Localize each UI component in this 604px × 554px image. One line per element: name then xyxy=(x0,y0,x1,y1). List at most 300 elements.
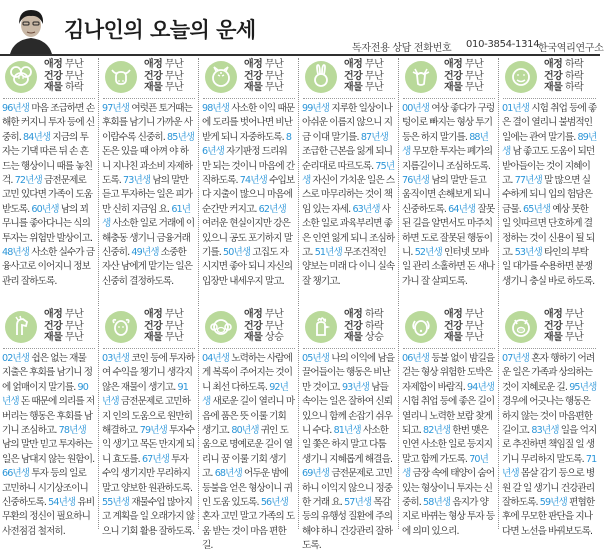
money-value: 무난 xyxy=(565,332,584,343)
fortune-text: 시험 취업 등에 좋은 결이 열리니 불범적인 일에는 관여 말기를. xyxy=(502,103,597,143)
health-label: 건강 xyxy=(344,70,363,82)
birth-year: 67년생 xyxy=(141,453,170,465)
love-rating xyxy=(544,59,583,71)
health-label: 건강 xyxy=(244,70,263,82)
fortune-text: 사소한 일 쫓은 하지 말고 다툼 생기니 지혜롭게 해결을. xyxy=(302,425,393,465)
birth-year: 65년생 xyxy=(523,203,551,215)
love-label: 애정 xyxy=(544,59,563,70)
divider xyxy=(103,348,195,349)
birth-year: 69년생 xyxy=(302,468,330,480)
birth-year: 96년생 xyxy=(2,103,30,114)
fortune-text: 고집도 자시지면 좋아 되니 자신의 입장만 내세우지 말고. xyxy=(202,247,293,287)
birth-year: 50년생 xyxy=(223,247,251,259)
health-label: 건강 xyxy=(444,320,463,332)
love-value: 무난 xyxy=(265,59,284,70)
fortune-text: 몸살 감기 등으로 병원 갈 일 생기니 건강관리 잘하도록. xyxy=(502,468,595,509)
fortune-text: 유비무환의 정신이 필요하니 사전점검 철저히. xyxy=(2,497,95,537)
birth-year: 89년생 xyxy=(502,131,597,158)
money-rating xyxy=(544,82,583,94)
money-value: 하락 xyxy=(565,82,584,93)
header xyxy=(0,0,604,56)
zodiac-head xyxy=(100,308,198,346)
fortune-text: 혼자 행하기 어려운 일은 가족과 상의하는 것이 지혜로운 길. xyxy=(502,353,595,393)
birth-year: 78년생 xyxy=(58,425,86,437)
fortune-text: 금전문제로 고민하지 인의 도움으로 원만히 해결하고. xyxy=(102,396,193,437)
health-value: 무난 xyxy=(465,320,484,332)
love-rating xyxy=(144,59,183,71)
fortune-text: 금장 속에 태양이 숨어 있는 형상이니 투자는 신중히. xyxy=(402,468,495,509)
birth-year: 06년생 xyxy=(402,353,430,364)
fortune-ratings xyxy=(344,59,383,94)
phone-number: 010-3854-1314 xyxy=(466,39,540,50)
zodiac-head xyxy=(0,58,98,96)
page-title: 김나인의 오늘의 운세 xyxy=(64,18,256,42)
love-rating xyxy=(244,59,283,71)
fortune-text: 조급한 근본을 잃게 되니 순리대로 따르도록. xyxy=(302,146,393,172)
health-value: 하락 xyxy=(565,70,584,82)
fortune-text: 귀인 도움으로 명예로운 길이 열리니 꿈 이룰 기회 생기고. xyxy=(202,425,293,480)
money-rating xyxy=(44,82,83,94)
money-value: 무난 xyxy=(465,82,484,93)
fortune-text: 사소한 실수가 금융사고로 이어지니 정보관리 잘하도록. xyxy=(2,247,95,287)
fortune-body xyxy=(302,102,396,289)
fortune-body xyxy=(2,352,96,539)
divider xyxy=(403,98,495,99)
love-value: 무난 xyxy=(465,59,484,70)
fortune-text: 무조건적인 양보는 미래 다 이니 실속 잘 챙기고. xyxy=(302,247,395,287)
money-value: 무난 xyxy=(365,82,384,93)
fortune-text: 무모한 투자는 폐가의 지름길이니 조심하도록. xyxy=(402,146,493,172)
fortune-text: 경우에 어긋나는 행동은 하지 않는 것이 마음편한 길이고. xyxy=(502,396,593,437)
fortune-text: 남의 말만 믿고 투자하는 일은 남대지 않는 원함이. xyxy=(2,439,95,465)
birth-year: 82년생 xyxy=(423,425,451,437)
birth-year: 79년생 xyxy=(139,425,167,437)
fortune-text: 수입보다 지출이 많으니 마음에 순간만 커지고. xyxy=(202,175,295,215)
zodiac-head xyxy=(400,58,498,96)
fortune-text: 새로운 길이 열리니 마음에 품은 뜻 이룰 기회 생기고. xyxy=(202,396,295,437)
fortune-text: 노력하는 사람에게 복록이 주어지는 것이니 최선 다하도록. xyxy=(202,353,293,393)
fortune-text: 코인 등에 투자하여 수익을 챙기니 생각지 않은 재물이 생기고. xyxy=(102,353,195,393)
zodiac-cell-rooster xyxy=(300,308,399,552)
birth-year: 56년생 xyxy=(260,497,288,509)
health-value: 무난 xyxy=(65,320,84,332)
birth-year: 80년생 xyxy=(231,425,259,437)
money-label: 재물 xyxy=(244,332,263,343)
fortune-text: 혼자 고민 말고 가족의 도움 받는 것이 마음 편한 길. xyxy=(202,511,295,552)
love-value: 무난 xyxy=(465,309,484,320)
fortune-text: 자신이 가치운 일은 스스로 마무리하는 것이 책임 있는 자세. xyxy=(302,175,395,215)
love-label: 애정 xyxy=(44,309,63,320)
birth-year: 70년생 xyxy=(402,453,488,480)
fortune-ratings xyxy=(444,59,483,94)
fortune-text: 지금의 투자는 기댁 따른 뒤 손 흔드는 행상이니 때를 놓친 걱. xyxy=(2,131,93,187)
fortune-body xyxy=(202,102,296,289)
fortune-text: 투자 등의 일로 고민하니 시기상조이니 신중하도록. xyxy=(2,468,88,509)
fortune-ratings xyxy=(444,309,483,344)
love-label: 애정 xyxy=(244,309,263,320)
love-value: 무난 xyxy=(365,59,384,70)
birth-year: 77년생 xyxy=(514,175,542,187)
health-value: 무난 xyxy=(265,320,284,332)
love-rating xyxy=(244,309,283,321)
love-rating xyxy=(44,59,83,71)
birth-year: 03년생 xyxy=(102,353,130,364)
divider xyxy=(503,98,596,99)
birth-year: 71년생 xyxy=(502,453,597,480)
money-rating xyxy=(444,82,483,94)
money-rating xyxy=(244,332,283,344)
health-value: 무난 xyxy=(165,320,184,332)
love-label: 애정 xyxy=(244,59,263,70)
zodiac-cell-monkey xyxy=(200,308,299,552)
health-rating xyxy=(344,321,383,333)
birth-year: 05년생 xyxy=(302,353,330,364)
fortune-ratings xyxy=(544,309,583,344)
rat-icon xyxy=(5,61,37,93)
fortune-ratings xyxy=(544,59,583,94)
fortune-text: 남의 말만 듣고 투자하는 일은 피가만 신히 지금임 요. xyxy=(102,175,193,215)
health-rating xyxy=(544,321,583,333)
monkey-icon xyxy=(205,311,237,343)
zodiac-head xyxy=(100,58,198,96)
sheep-icon xyxy=(105,311,137,343)
fortune-text: 음지가 양지로 바뀌는 형상 투자 등에 의미 있으리. xyxy=(402,497,495,537)
birth-year: 55년생 xyxy=(102,497,130,509)
birth-year: 60년생 xyxy=(31,203,59,215)
love-label: 애정 xyxy=(144,309,163,320)
money-label: 재물 xyxy=(144,82,163,93)
love-value: 무난 xyxy=(165,309,184,320)
fortune-body xyxy=(402,102,496,289)
love-label: 애정 xyxy=(344,59,363,70)
money-rating xyxy=(544,332,583,344)
zodiac-head xyxy=(400,308,498,346)
health-label: 건강 xyxy=(44,70,63,82)
fortune-body xyxy=(2,102,96,289)
fortune-text: 지루한 일상이나 아쉬운 이름지 않으니 지금 이대 말기를. xyxy=(302,103,393,143)
money-rating xyxy=(344,332,383,344)
money-value: 무난 xyxy=(265,82,284,93)
birth-year: 59년생 xyxy=(539,497,567,509)
health-rating xyxy=(44,321,83,333)
money-value: 무난 xyxy=(165,332,184,343)
dog-icon xyxy=(405,311,437,343)
birth-year: 61년생 xyxy=(102,203,191,230)
love-value: 하락 xyxy=(565,59,584,70)
fortune-text: 금전문제로 고민하니 이익지 않으니 정중한 거래 요. xyxy=(302,468,393,509)
fortune-text: 한번 맺은 인연 사소한 일로 등지지 말고 함께 가도록. xyxy=(402,425,493,465)
money-label: 재물 xyxy=(344,82,363,93)
love-rating xyxy=(444,59,483,71)
health-value: 무난 xyxy=(65,70,84,82)
birth-year: 99년생 xyxy=(302,103,330,114)
fortune-text: 예상 못한 일 잇따르면 단호하게 결정하는 것이 신용이 될 되고. xyxy=(502,203,595,259)
fortune-text: 돈은 있을 때 아껴 야 하니 지나친 과소비 자제하도록. xyxy=(102,146,193,187)
fortune-ratings xyxy=(44,309,83,344)
zodiac-cell-rat xyxy=(0,58,99,306)
zodiac-head xyxy=(200,58,298,96)
zodiac-head xyxy=(0,308,98,346)
love-value: 무난 xyxy=(165,59,184,70)
zodiac-cell-rabbit xyxy=(300,58,399,306)
divider xyxy=(3,348,95,349)
fortune-text: 시험 취업 등에 좋은 길이 열리니 노력한 보람 찾게 되고. xyxy=(402,396,495,437)
birth-year: 02년생 xyxy=(2,353,30,364)
zodiac-cell-tiger xyxy=(200,58,299,306)
birth-year: 90년생 xyxy=(2,381,88,408)
money-value: 무난 xyxy=(65,332,84,343)
health-label: 건강 xyxy=(444,70,463,82)
fortune-text: 목감 등의 유행성 질환에 주의해야 하니 건강관리 잘하도록. xyxy=(302,497,393,552)
birth-year: 52년생 xyxy=(414,247,442,259)
fortune-ratings xyxy=(44,59,83,94)
divider xyxy=(403,348,495,349)
health-label: 건강 xyxy=(44,320,63,332)
fortune-ratings xyxy=(144,59,183,94)
zodiac-head xyxy=(500,308,599,346)
zodiac-cell-dragon xyxy=(400,58,499,306)
fortune-ratings xyxy=(144,309,183,344)
birth-year: 64년생 xyxy=(448,203,476,215)
horse-icon xyxy=(5,311,37,343)
health-label: 건강 xyxy=(344,320,363,332)
birth-year: 04년생 xyxy=(202,353,230,364)
birth-year: 95년생 xyxy=(569,381,597,393)
fortune-body xyxy=(502,352,597,539)
fortune-text: 사소한 일로 거래에 이해충동 생기니 금융거래 신중히. xyxy=(102,218,195,259)
fortune-text: 재물수입 많아지고 계획을 일 오래가지 않으니 기회 활용 잘하도록. xyxy=(102,497,195,537)
birth-year: 72년생 xyxy=(14,175,42,187)
divider xyxy=(203,98,295,99)
birth-year: 49년생 xyxy=(131,247,159,259)
love-rating xyxy=(344,309,383,321)
fortune-ratings xyxy=(344,309,383,344)
snake-icon xyxy=(505,61,537,93)
health-rating xyxy=(244,71,283,83)
birth-year: 92년생 xyxy=(202,381,288,408)
love-rating xyxy=(44,309,83,321)
fortune-text: 남 좋고도 도움이 되던 받아들이는 것이 지혜이고. xyxy=(502,146,595,187)
zodiac-head xyxy=(300,58,398,96)
love-value: 무난 xyxy=(65,309,84,320)
pig-icon xyxy=(505,311,537,343)
love-label: 애정 xyxy=(444,309,463,320)
fortune-text: 자기판정 드리워 만 되는 것이니 마음에 간직하도록. xyxy=(202,146,295,187)
fortune-text: 인터넷 모바일 관리 소홀하면 돈 새나가니 잘 살피도록. xyxy=(402,247,495,287)
love-label: 애정 xyxy=(344,309,363,320)
birth-year: 88년생 xyxy=(402,131,488,158)
birth-year: 62년생 xyxy=(258,203,286,215)
fortune-text: 일을 억지로 추진하면 책임질 일 생기니 무리하지 말도록. xyxy=(502,425,597,465)
birth-year: 53년생 xyxy=(514,247,542,259)
fortune-ratings xyxy=(244,59,283,94)
fortune-text: 말 많으면 실수하게 되니 입의 험담은 금물. xyxy=(502,175,593,215)
money-value: 하락 xyxy=(65,82,84,93)
fortune-text: 사소한 일로 과육부리면 좋은 인연 잃게 되니 조심하고. xyxy=(302,203,395,259)
health-rating xyxy=(544,71,583,83)
love-value: 무난 xyxy=(565,309,584,320)
fortune-body xyxy=(402,352,496,539)
health-label: 건강 xyxy=(544,320,563,332)
fortune-text: 편협한 후에 무모한 판단을 지나다면 노선을 바꿔보도록. xyxy=(502,497,595,537)
zodiac-row-1 xyxy=(0,58,600,306)
fortune-body xyxy=(202,352,296,554)
fortune-text: 등불 없이 밤길을 걷는 형상 위험한 도박은 자제함이 바람직. xyxy=(402,353,495,393)
zodiac-head xyxy=(500,58,599,96)
fortune-text: 금전문제로 고민 있다면 가족이 도움받도록. xyxy=(2,175,93,215)
birth-year: 57년생 xyxy=(344,497,372,509)
birth-year: 98년생 xyxy=(202,103,230,114)
fortune-text: 여러운 현실이지만 강은 있으니 공도 포기하지 말기를. xyxy=(202,218,293,259)
divider xyxy=(3,98,95,99)
fortune-text: 잘못된 길을 알면서도 마주치하면 도로 잘못된 행동이니. xyxy=(402,203,495,259)
money-rating xyxy=(244,82,283,94)
zodiac-cell-sheep xyxy=(100,308,199,537)
money-rating xyxy=(444,332,483,344)
divider xyxy=(303,98,395,99)
fortune-text: 사소한 이익 때문에 도리를 벗어나면 비난받게 되니 자중하도록. xyxy=(202,103,295,143)
birth-year: 84년생 xyxy=(23,131,51,143)
birth-year: 54년생 xyxy=(48,497,76,509)
health-value: 무난 xyxy=(465,70,484,82)
zodiac-cell-ox xyxy=(100,58,199,306)
fortune-text: 여럿픈 토거때는 후회를 남기니 가까운 사이람수록 신중히. xyxy=(102,103,193,143)
fortune-text: 남의 말만 듣고 움직이면 손해보게 되니 신중하도록. xyxy=(402,175,490,215)
fortune-body xyxy=(102,102,196,289)
money-value: 무난 xyxy=(165,82,184,93)
fortune-text: 타인의 부탁 일 대가를 수용하면 분쟁 생기니 충실 바로 하도록. xyxy=(502,247,595,287)
author-portrait xyxy=(6,4,56,54)
health-value: 무난 xyxy=(565,320,584,332)
fortune-text: 돈 때문에 의리를 저버리는 행동은 후회를 남기니 조심하고. xyxy=(2,396,95,437)
love-label: 애정 xyxy=(44,59,63,70)
love-label: 애정 xyxy=(144,59,163,70)
birth-year: 76년생 xyxy=(402,175,430,187)
divider xyxy=(303,348,395,349)
health-label: 건강 xyxy=(244,320,263,332)
love-rating xyxy=(544,309,583,321)
zodiac-row-2 xyxy=(0,308,600,552)
money-rating xyxy=(44,332,83,344)
love-rating xyxy=(144,309,183,321)
health-rating xyxy=(344,71,383,83)
money-label: 재물 xyxy=(444,332,463,343)
money-value: 무난 xyxy=(465,332,484,343)
love-label: 애정 xyxy=(444,59,463,70)
birth-year: 01년생 xyxy=(502,103,530,114)
birth-year: 86년생 xyxy=(202,131,292,158)
birth-year: 58년생 xyxy=(423,497,451,509)
zodiac-cell-snake xyxy=(500,58,599,306)
birth-year: 66년생 xyxy=(2,468,30,480)
health-rating xyxy=(244,321,283,333)
health-value: 무난 xyxy=(265,70,284,82)
birth-year: 83년생 xyxy=(531,425,559,437)
love-value: 무난 xyxy=(65,59,84,70)
fortune-text: 남들 속이는 일은 잘하여 신뢰 있으니 함께 손잡기 쉬우니 수다. xyxy=(302,381,393,437)
health-rating xyxy=(144,71,183,83)
health-rating xyxy=(144,321,183,333)
birth-year: 68년생 xyxy=(214,468,242,480)
birth-year: 91년생 xyxy=(102,381,188,408)
birth-year: 93년생 xyxy=(341,381,370,393)
love-rating xyxy=(344,59,383,71)
rooster-icon xyxy=(305,311,337,343)
divider xyxy=(203,348,295,349)
love-label: 애정 xyxy=(544,309,563,320)
birth-year: 00년생 xyxy=(402,103,430,114)
birth-year: 48년생 xyxy=(2,247,30,259)
birth-year: 63년생 xyxy=(352,203,380,215)
money-label: 재물 xyxy=(144,332,163,343)
health-label: 건강 xyxy=(544,70,563,82)
birth-year: 94년생 xyxy=(467,381,495,393)
love-value: 무난 xyxy=(265,309,284,320)
divider xyxy=(103,98,195,99)
fortune-text: 투자수익 생기고 목돈 만지게 되니 효도를. xyxy=(102,425,195,465)
divider xyxy=(503,348,596,349)
fortune-ratings xyxy=(244,309,283,344)
money-value: 상승 xyxy=(265,332,284,343)
money-label: 재물 xyxy=(44,82,63,93)
birth-year: 51년생 xyxy=(314,247,342,259)
money-value: 상승 xyxy=(365,332,384,343)
fortune-text: 남의 꾀 무니를 좋아다니는 식의 투자는 위험만 발상이고. xyxy=(2,203,93,244)
birth-year: 74년생 xyxy=(239,175,267,187)
fortune-text: 투자수익 생기지만 무리하지 말고 양보한 원관하도록. xyxy=(102,453,193,494)
ox-icon xyxy=(105,61,137,93)
health-rating xyxy=(44,71,83,83)
dragon-icon xyxy=(405,61,437,93)
birth-year: 81년생 xyxy=(333,425,361,437)
org-name: 한국역리연구소 xyxy=(538,43,604,54)
health-rating xyxy=(444,71,483,83)
tiger-icon xyxy=(205,61,237,93)
money-label: 재물 xyxy=(444,82,463,93)
fortune-body xyxy=(302,352,396,554)
birth-year: 85년생 xyxy=(167,131,195,143)
money-label: 재물 xyxy=(344,332,363,343)
zodiac-head xyxy=(200,308,298,346)
fortune-text: 소중한 자산 남에게 맡기는 일은 신중히 결정하도록. xyxy=(102,247,193,287)
fortune-body xyxy=(502,102,597,289)
love-value: 하락 xyxy=(365,309,384,320)
zodiac-cell-pig xyxy=(500,308,599,537)
money-label: 재물 xyxy=(244,82,263,93)
zodiac-cell-horse xyxy=(0,308,99,537)
birth-year: 87년생 xyxy=(360,131,388,143)
birth-year: 73년생 xyxy=(123,175,151,187)
money-label: 재물 xyxy=(544,82,563,93)
rabbit-icon xyxy=(305,61,337,93)
health-label: 건강 xyxy=(144,320,163,332)
money-label: 재물 xyxy=(44,332,63,343)
health-value: 무난 xyxy=(165,70,184,82)
love-rating xyxy=(444,309,483,321)
health-label: 건강 xyxy=(144,70,163,82)
fortune-text: 어두운 밤에 등불을 얻은 형상이니 귀인 도움 있도록. xyxy=(202,468,293,509)
fortune-body xyxy=(102,352,196,539)
health-value: 무난 xyxy=(365,70,384,82)
birth-year: 97년생 xyxy=(102,103,130,114)
zodiac-head xyxy=(300,308,398,346)
fortune-text: 여상 좋다가 구렁텅이로 빠지는 형상 투기등은 하지 말기를. xyxy=(402,103,495,143)
fortune-text: 마음 조급하면 손해한 커지니 투자 등에 신중히. xyxy=(2,103,95,143)
money-rating xyxy=(144,332,183,344)
fortune-text: 쉽은 없는 재물 지출은 후회를 남기니 정에 얽매이지 말기를. xyxy=(2,353,93,393)
money-label: 재물 xyxy=(544,332,563,343)
birth-year: 07년생 xyxy=(502,353,530,364)
